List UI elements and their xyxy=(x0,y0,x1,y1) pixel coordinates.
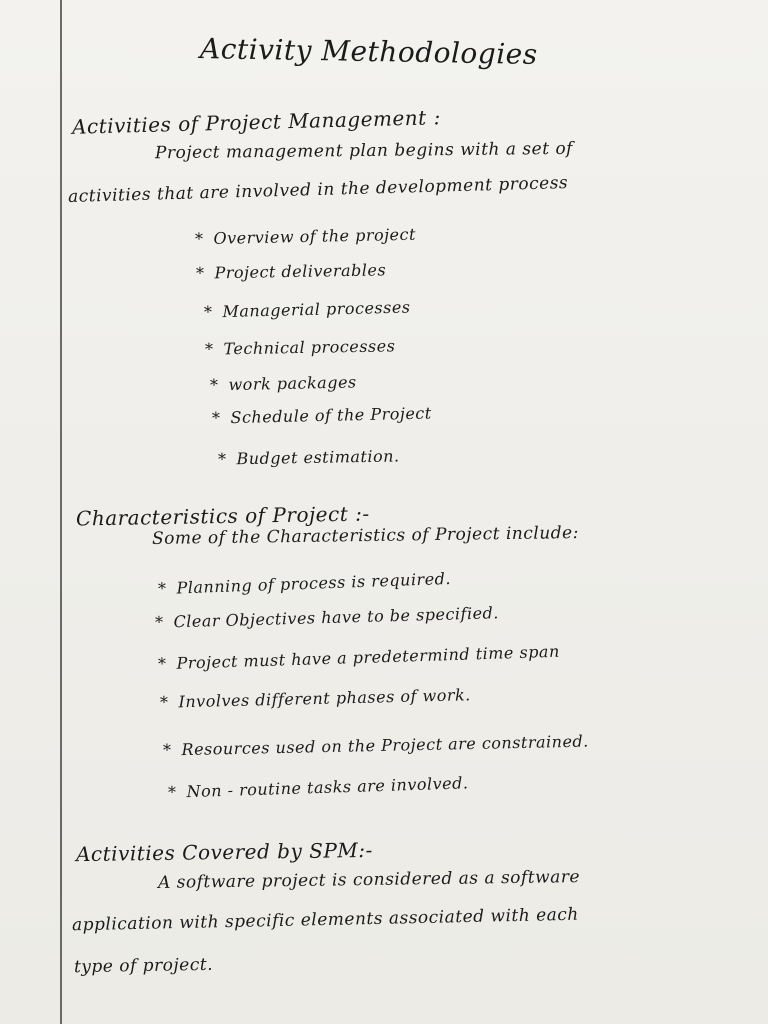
section1-intro-line1: Project management plan begins with a set of xyxy=(154,138,574,164)
list-item: * Resources used on the Project are constrained. xyxy=(162,731,589,760)
section-heading-activities: Activities of Project Management : xyxy=(71,105,442,139)
bullet-star-icon: * xyxy=(195,263,205,283)
bullet-star-icon: * xyxy=(211,408,221,428)
list-item: * Project deliverables xyxy=(195,260,387,283)
bullet-star-icon: * xyxy=(162,740,172,760)
section2-intro: Some of the Characteristics of Project include: xyxy=(151,523,580,549)
page-title: Activity Methodologies xyxy=(199,32,538,71)
list-item: * Managerial processes xyxy=(203,297,411,322)
margin-line xyxy=(60,0,62,1024)
section3-line2: application with specific elements associated with each xyxy=(71,904,579,936)
list-item: * work packages xyxy=(209,372,357,395)
bullet-star-icon: * xyxy=(194,229,204,249)
list-item: * Technical processes xyxy=(204,336,396,359)
bullet-star-icon: * xyxy=(217,449,227,469)
section3-line3: type of project. xyxy=(73,954,214,978)
bullet-star-icon: * xyxy=(209,375,219,395)
bullet-star-icon: * xyxy=(157,578,167,599)
bullet-star-icon: * xyxy=(203,302,213,322)
list-item: * Overview of the project xyxy=(194,224,417,249)
list-item: * Planning of process is required. xyxy=(157,568,452,599)
bullet-star-icon: * xyxy=(157,654,167,674)
list-item: * Project must have a predetermind time span xyxy=(157,641,561,674)
section1-intro-line2: activities that are involved in the development process xyxy=(67,173,569,207)
bullet-star-icon: * xyxy=(159,692,169,712)
section3-line1: A software project is considered as a software xyxy=(157,867,581,893)
list-item: * Clear Objectives have to be specified. xyxy=(154,603,500,632)
list-item: * Budget estimation. xyxy=(217,446,400,469)
section-heading-spm: Activities Covered by SPM:- xyxy=(75,837,373,867)
bullet-star-icon: * xyxy=(167,782,177,802)
list-item: * Schedule of the Project xyxy=(211,403,432,428)
section-heading-characteristics: Characteristics of Project :- xyxy=(75,501,370,531)
list-item: * Non - routine tasks are involved. xyxy=(167,773,469,802)
bullet-star-icon: * xyxy=(204,339,214,359)
bullet-star-icon: * xyxy=(154,612,164,632)
list-item: * Involves different phases of work. xyxy=(159,685,471,712)
